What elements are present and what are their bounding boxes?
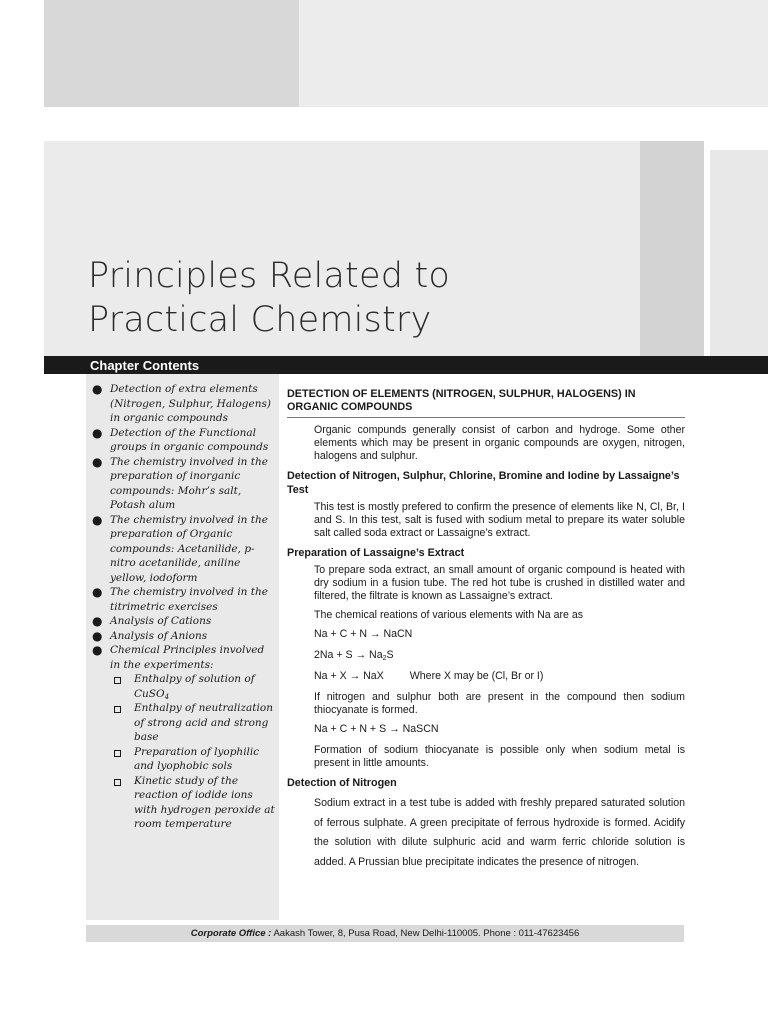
bullet-icon: ● [92, 512, 103, 527]
contents-item: ● Detection of the Functional groups in organic compounds [92, 425, 269, 453]
preparation-paragraph: To prepare soda extract, an small amount of organic compound is heated with dry sodium in a fusion tube. The red hot tube is crushed in distilled water and filtered, the filtrate is known as Lassaigne’s extract. [314, 564, 685, 602]
main-content [287, 388, 685, 872]
equation-1: Na + C + N → NaCN [314, 628, 413, 640]
both-present-paragraph: If nitrogen and sulphur both are present in the compound then sodium thiocyanate is formed. [314, 691, 685, 716]
equation-3-note: Where X may be (Cl, Br or I) [409, 670, 544, 682]
intro-paragraph: Organic compunds generally consist of carbon and hydroge. Some other elements which may be present in organic compounds are oxygen, nitrogen, halogens and sulphur. [314, 424, 685, 462]
square-bullet-icon [114, 677, 121, 684]
title-side-band-light [710, 150, 768, 356]
contents-subitem: Kinetic study of the reaction of iodide ions with hydrogen peroxide at room temperature [88, 774, 276, 832]
chapter-title [88, 254, 628, 342]
footer [86, 925, 684, 942]
bullet-icon: ● [92, 585, 103, 599]
bullet-icon: ● [92, 643, 103, 657]
footer-label: Corporate Office : [190, 928, 272, 939]
header-band-light [299, 0, 768, 107]
contents-item: ● The chemistry involved in the titrimetric exercises [92, 585, 268, 613]
contents-item: ● The chemistry involved in the preparation of Organic compounds: Acetanilide, p-nitro acetanilide, aniline yellow, iodoform [92, 512, 268, 584]
contents-item: ● Chemical Principles involved in the experiments: [92, 643, 265, 671]
header-band-dark [44, 0, 299, 107]
contents-subitem: Preparation of lyophilic and lyophobic sols [88, 745, 276, 774]
contents-list [88, 382, 276, 832]
bullet-icon: ● [92, 628, 103, 643]
chapter-title-line-2: Practical Chemistry [88, 300, 432, 340]
bullet-icon: ● [92, 614, 103, 628]
equation-3: Na + X → NaX Where X may be (Cl, Br or I) [314, 670, 544, 682]
contents-item: ● Analysis of Cations [92, 614, 212, 628]
square-bullet-icon [114, 779, 121, 786]
bullet-icon: ● [92, 425, 103, 440]
square-bullet-icon [114, 706, 121, 713]
contents-item: ● The chemistry involved in the preparation of inorganic compounds: Mohr’s salt, Potash alum [92, 454, 268, 511]
preparation-heading: Preparation of Lassaigne’s Extract [287, 547, 465, 559]
chapter-contents-label: Chapter Contents [90, 358, 200, 373]
contents-item: ● Analysis of Anions [92, 628, 208, 643]
lassaigne-heading: Detection of Nitrogen, Sulphur, Chlorine, Bromine and Iodine by Lassaigne’s Test [287, 470, 680, 496]
title-side-band [640, 141, 704, 374]
thiocyanate-paragraph: Formation of sodium thiocyanate is possible only when sodium metal is present in little amounts. [314, 744, 685, 769]
chapter-title-line-1: Principles Related to [88, 256, 450, 296]
section-heading: DETECTION OF ELEMENTS (NITROGEN, SULPHUR, HALOGENS) IN ORGANIC COMPOUNDS [287, 388, 685, 418]
contents-subitem: Enthalpy of solution of CuSO$_4$ [88, 672, 276, 701]
lassaigne-paragraph: This test is mostly prefered to confirm the presence of elements like N, Cl, Br, I and S. In this test, salt is fused with sodium metal to prepare its water soluble salt called soda extract or Lassaigne’s extract. [314, 501, 685, 539]
contents-item: ● Detection of extra elements (Nitrogen, Sulphur, Halogens) in organic compounds [92, 382, 271, 424]
equation-4: Na + C + N + S → NaSCN [314, 723, 439, 735]
equation-2: $2Na + S \to Na_2S$ [314, 649, 394, 662]
reactions-intro: The chemical reations of various elements with Na are as [314, 609, 584, 621]
bullet-icon: ● [92, 382, 103, 396]
square-bullet-icon [114, 750, 121, 757]
nitrogen-heading: Detection of Nitrogen [287, 777, 397, 789]
footer-address: Aakash Tower, 8, Pusa Road, New Delhi-110005. Phone : 011-47623456 [271, 928, 580, 939]
bullet-icon: ● [92, 454, 103, 469]
contents-subitem: Enthalpy of neutralization of strong acid and strong base [88, 701, 276, 745]
nitrogen-paragraph: Sodium extract in a test tube is added with freshly prepared saturated solution of ferrous sulphate. A green precipitate of ferrous hydroxide is formed. Acidify the solution with dilute sulphuric acid and warm ferric chloride solution is added. A Prussian blue precipitate indicates the presence of nitrogen. [314, 797, 685, 868]
